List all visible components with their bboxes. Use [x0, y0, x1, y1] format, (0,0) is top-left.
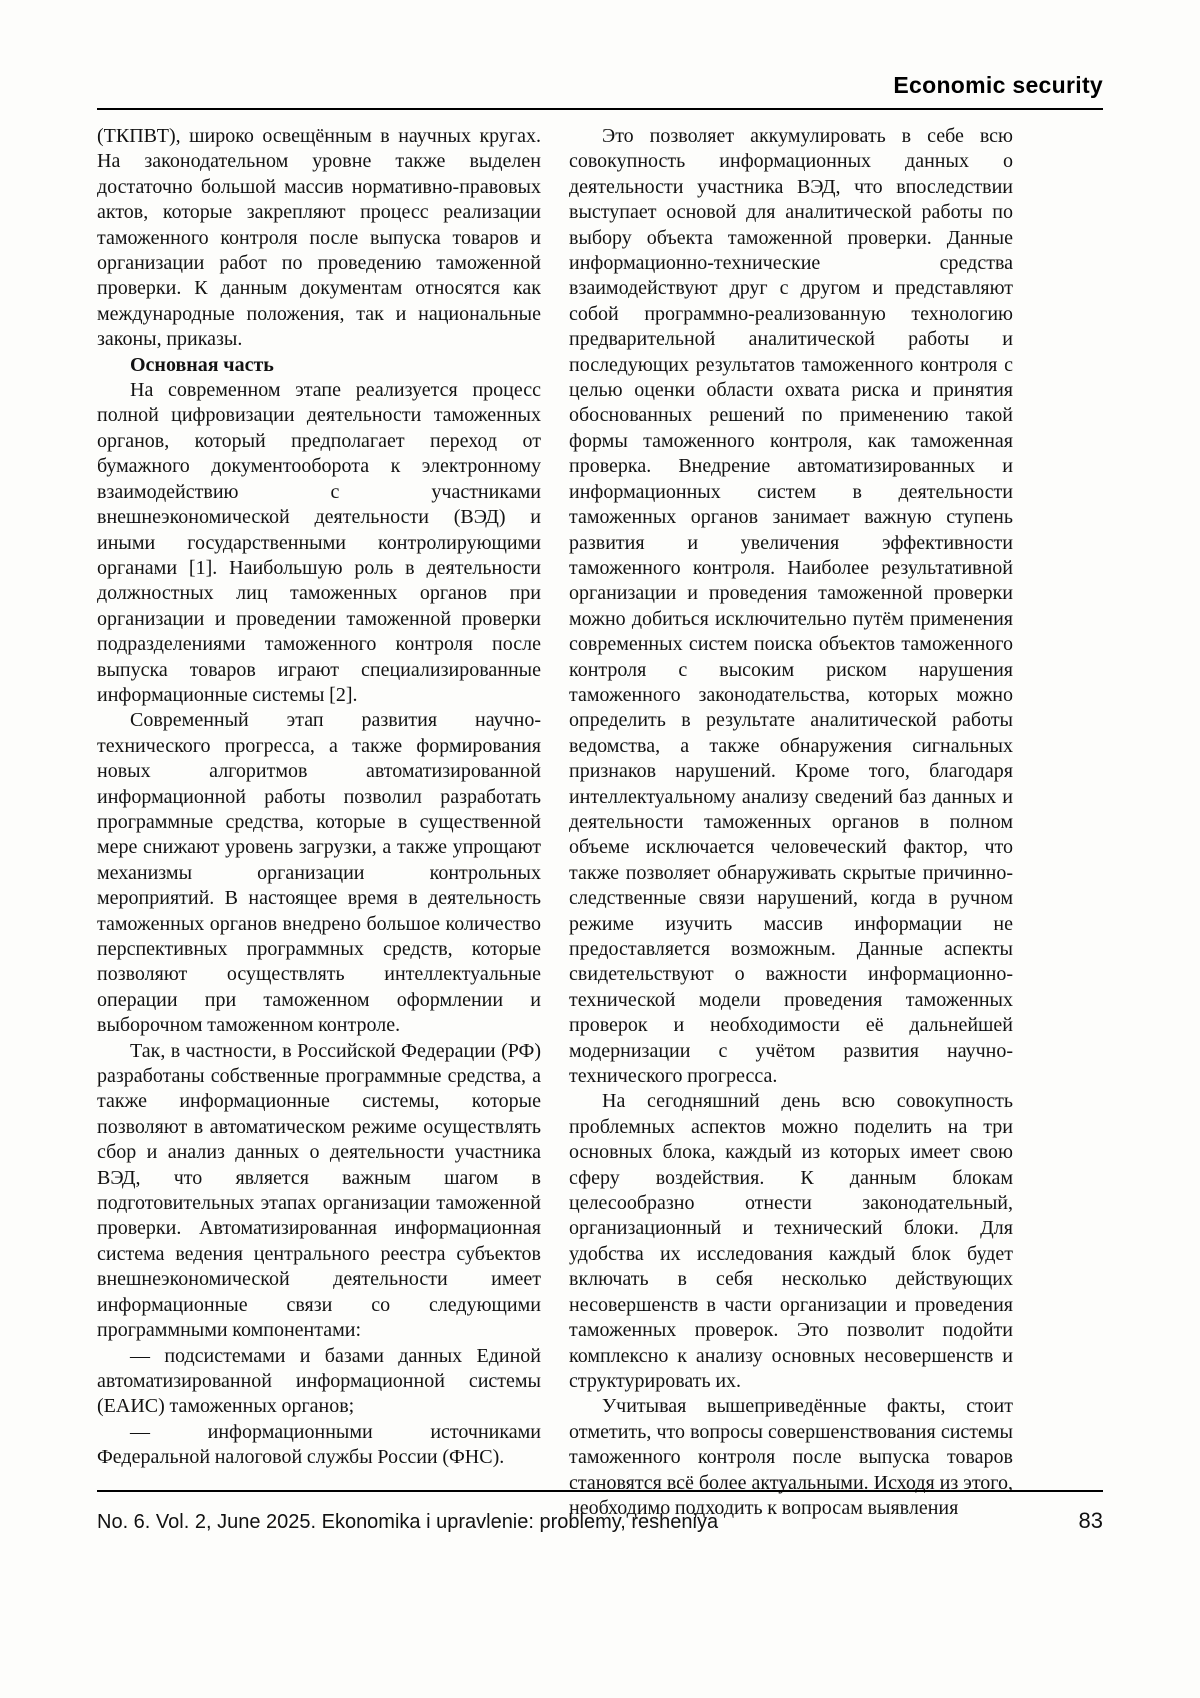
paragraph: (ТКПВТ), широко освещённым в научных кругах. На законодательном уровне также выделен достаточно большой массив нормативно-правовых актов, которые закрепляют процесс реализации таможенного контроля после выпуска товаров и организации работ по проведению таможенной проверки. К данным документам относятся как международные положения, так и национальные законы, приказы.	[97, 125, 541, 351]
paragraph: Так, в частности, в Российской Федерации (РФ) разработаны собственные программные средства, а также информационные системы, которые позволяют в автоматическом режиме осуществлять сбор и анализ данных о деятельности участника ВЭД, что является важным шагом в подготовительных этапах организации таможенной проверки. Автоматизированная информационная система ведения центрального реестра субъектов внешнеэкономической деятельности имеет информационные связи со следующими программными компонентами:	[97, 1039, 541, 1342]
footer-row	[97, 1508, 1103, 1534]
running-head: Economic security	[893, 72, 1103, 98]
paragraph: — информационными источниками Федеральной налоговой службы России (ФНС).	[97, 1420, 541, 1469]
paragraph: Это позволяет аккумулировать в себе всю совокупность информационных данных о деятельности участника ВЭД, что впоследствии выступает основой для аналитической работы по выбору объекта таможенной проверки. Данные информационно-технические средства взаимодействуют друг с другом и представляют собой программно-реализованную технологию предварительной аналитической работы и последующих результатов таможенного контроля с целью оценки области охвата риска и принятия обоснованных решений по применению такой формы таможенного контроля, как таможенная проверка. Внедрение автоматизированных и информационных систем в деятельности таможенных органов занимает важную ступень развития и увеличения эффективности таможенного контроля. Наиболее результативной организации и проведения таможенной проверки можно добиться исключительно путём применения современных систем поиска объектов таможенного контроля с высоким риском нарушения таможенного законодательства, которых можно определить в результате аналитической работы ведомства, а также обнаружения сигнальных признаков нарушений. Кроме того, благодаря интеллектуальному анализу сведений баз данных и деятельности таможенных органов в полном объеме исключается человеческий фактор, что также позволяет обнаруживать скрытые причинно-следственные связи нарушений, когда в ручном режиме изучить массив информации не предоставляется возможным. Данные аспекты свидетельствуют о важности информационно-технической модели проведения таможенных проверок и необходимости её дальнейшей модернизации с учётом развития научно-технического прогресса.	[569, 125, 1013, 1088]
left-column	[97, 124, 541, 1521]
right-column	[569, 124, 1013, 1521]
journal-citation: No. 6. Vol. 2, June 2025. Ekonomika i upravlenie: problemy, resheniya	[97, 1511, 719, 1533]
page-number: 83	[1078, 1508, 1103, 1533]
paragraph: Современный этап развития научно-технического прогресса, а также формирования новых алгоритмов автоматизированной информационной работы позволил разработать программные средства, которые в существенной мере снижают уровень загрузки, а также упрощают механизмы организации контрольных мероприятий. В настоящее время в деятельность таможенных органов внедрено большое количество перспективных программных средств, которые позволяют осуществлять интеллектуальные операции при таможенном оформлении и выборочном таможенном контроле.	[97, 709, 541, 1037]
paragraph: — подсистемами и базами данных Единой автоматизированной информационной системы (ЕАИС) таможенных органов;	[97, 1344, 541, 1418]
paragraph: На сегодняшний день всю совокупность проблемных аспектов можно поделить на три основных блока, каждый из которых имеет свою сферу воздействия. К данным блокам целесообразно отнести законодательный, организационный и технический блоки. Для удобства их исследования каждый блок будет включать в себя несколько действующих несовершенств в части организации и проведения таможенных проверок. Это позволит подойти комплексно к анализу основных несовершенств и структурировать их.	[569, 1090, 1013, 1392]
paragraph: На современном этапе реализуется процесс полной цифровизации деятельности таможенных органов, который предполагает переход от бумажного документооборота к электронному взаимодействию с участниками внешнеэкономической деятельности (ВЭД) и иными государственными контролирующими органами [1]. Наибольшую роль в деятельности должностных лиц таможенных органов при организации и проведении таможенной проверки подразделениями таможенного контроля после выпуска товаров играют специализированные информационные системы [2].	[97, 379, 541, 706]
header-rule	[97, 108, 1103, 110]
page-header	[97, 72, 1103, 110]
footer-rule	[97, 1490, 1103, 1492]
article-body	[97, 124, 1103, 1521]
paragraph: Основная часть	[130, 353, 274, 376]
paragraph: Учитывая вышеприведённые факты, стоит отметить, что вопросы совершенствования системы таможенного контроля после выпуска товаров становятся всё более актуальными. Исходя из этого, необходимо подходить к вопросам выявления	[569, 1395, 1013, 1519]
page-footer	[97, 1490, 1103, 1534]
